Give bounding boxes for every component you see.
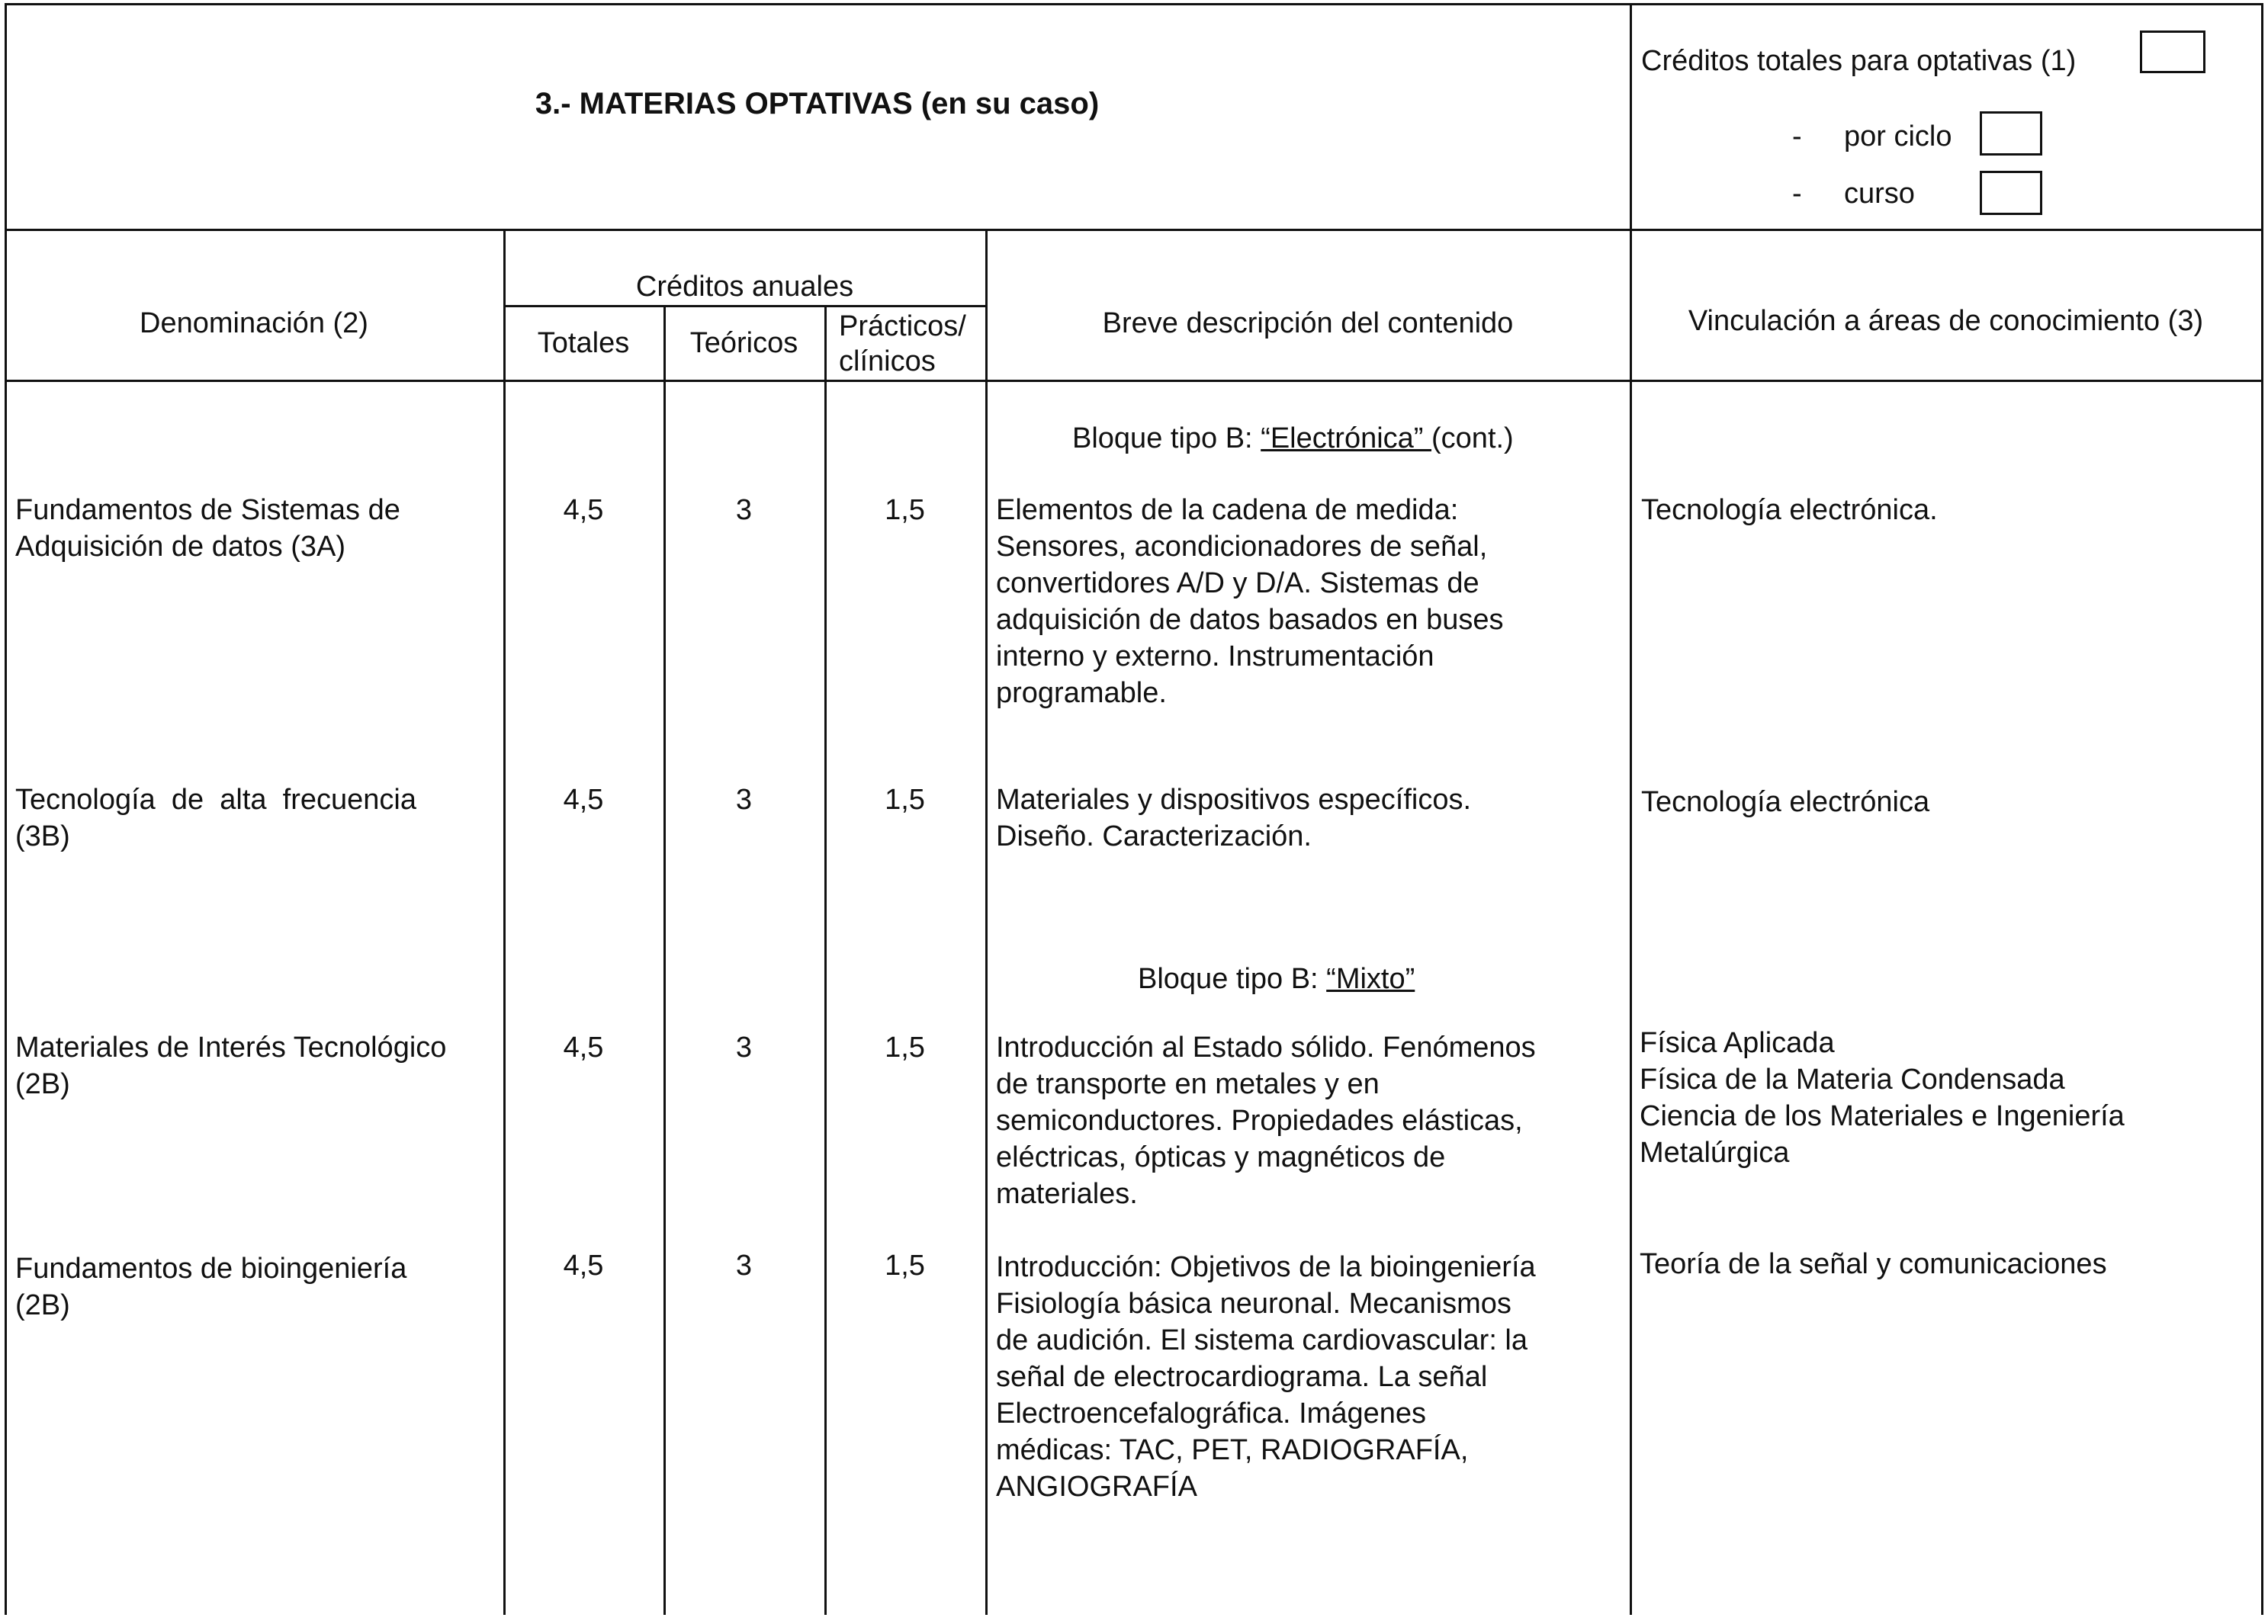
- col-header-theory: Teóricos: [689, 327, 798, 359]
- row-theory: 3: [735, 784, 753, 816]
- row-name-line: Tecnología de alta frecuencia: [15, 784, 417, 816]
- row-description-line: Introducción al Estado sólido. Fenómenos: [996, 1032, 1536, 1064]
- row-description-line: interno y externo. Instrumentación: [996, 640, 1434, 672]
- per-cycle-label: por ciclo: [1844, 120, 1952, 152]
- table-row: [0, 488, 2268, 717]
- row-description-line: ANGIOGRAFÍA: [996, 1471, 1197, 1503]
- col-header-annual-credits: Créditos anuales: [635, 271, 854, 303]
- row-name-line: Fundamentos de Sistemas de: [15, 494, 400, 526]
- per-cycle-box[interactable]: [1980, 111, 2042, 156]
- row-description-line: Fisiología básica neuronal. Mecanismos: [996, 1288, 1511, 1320]
- columns-header-divider: [5, 380, 2263, 382]
- row-totals: 4,5: [563, 494, 604, 526]
- annual-credits-divider: [503, 305, 986, 307]
- row-practical: 1,5: [885, 494, 925, 526]
- row-description-line: materiales.: [996, 1178, 1138, 1210]
- row-practical: 1,5: [885, 784, 925, 816]
- row-description-line: programable.: [996, 677, 1167, 709]
- table-row: [0, 1029, 2268, 1228]
- col-header-practical-line1: Prácticos/: [839, 310, 966, 342]
- row-practical: 1,5: [885, 1032, 925, 1064]
- col-header-name: Denominación (2): [140, 307, 368, 339]
- row-area-line: Física Aplicada: [1640, 1027, 1835, 1059]
- block-prefix: Bloque tipo B:: [1138, 963, 1327, 995]
- row-area-line: Teoría de la señal y comunicaciones: [1640, 1248, 2107, 1280]
- row-area-line: Tecnología electrónica: [1641, 786, 1930, 818]
- col-header-areas: Vinculación a áreas de conocimiento (3): [1688, 305, 2204, 337]
- block-name: “Mixto”: [1326, 963, 1415, 995]
- per-course-box[interactable]: [1980, 171, 2042, 215]
- row-area-line: Ciencia de los Materiales e Ingeniería: [1640, 1100, 2125, 1132]
- block-heading-electronica: [1072, 420, 1514, 457]
- col-header-totals: Totales: [537, 327, 630, 359]
- row-area-line: Física de la Materia Condensada: [1640, 1064, 2065, 1096]
- row-description-line: Sensores, acondicionadores de señal,: [996, 531, 1488, 563]
- row-description-line: Diseño. Caracterización.: [996, 820, 1312, 852]
- row-totals: 4,5: [563, 784, 604, 816]
- row-area-line: Tecnología electrónica.: [1641, 494, 1938, 526]
- total-credits-box[interactable]: [2140, 30, 2205, 73]
- row-name-line: Fundamentos de bioingeniería: [15, 1253, 407, 1285]
- block-prefix: Bloque tipo B:: [1072, 422, 1261, 454]
- row-name-line: (2B): [15, 1068, 70, 1100]
- col-header-practical-line2: clínicos: [839, 345, 936, 377]
- row-name-line: (3B): [15, 820, 70, 852]
- row-description-line: Materiales y dispositivos específicos.: [996, 784, 1472, 816]
- frame-top-border: [5, 3, 2263, 5]
- row-description-line: de transporte en metales y en: [996, 1068, 1380, 1100]
- total-credits-label: Créditos totales para optativas (1): [1641, 45, 2077, 77]
- table-row: [0, 778, 2268, 869]
- per-course-dash: -: [1792, 178, 1802, 210]
- row-name-line: Adquisición de datos (3A): [15, 531, 346, 563]
- row-description-line: médicas: TAC, PET, RADIOGRAFÍA,: [996, 1434, 1469, 1466]
- row-theory: 3: [735, 494, 753, 526]
- row-name-line: (2B): [15, 1289, 70, 1321]
- row-totals: 4,5: [563, 1032, 604, 1064]
- block-heading-mixto: [1138, 961, 1415, 997]
- row-description-line: eléctricas, ópticas y magnéticos de: [996, 1141, 1446, 1173]
- block-name: “Electrónica”: [1261, 422, 1432, 454]
- row-theory: 3: [735, 1250, 753, 1282]
- block-suffix: (cont.): [1431, 422, 1514, 454]
- row-theory: 3: [735, 1032, 753, 1064]
- section-title: 3.- MATERIAS OPTATIVAS (en su caso): [535, 87, 1100, 120]
- row-area-line: Metalúrgica: [1640, 1137, 1790, 1169]
- col-header-description: Breve descripción del contenido: [1102, 307, 1514, 339]
- per-cycle-dash: -: [1792, 120, 1802, 152]
- table-row: [0, 1250, 2268, 1525]
- row-description-line: semiconductores. Propiedades elásticas,: [996, 1105, 1523, 1137]
- row-description-line: adquisición de datos basados en buses: [996, 604, 1504, 636]
- row-description-line: Elementos de la cadena de medida:: [996, 494, 1459, 526]
- row-description-line: señal de electrocardiograma. La señal: [996, 1361, 1488, 1393]
- row-totals: 4,5: [563, 1250, 604, 1282]
- per-course-label: curso: [1844, 178, 1915, 210]
- row-description-line: convertidores A/D y D/A. Sistemas de: [996, 567, 1479, 599]
- header-divider: [5, 229, 2263, 231]
- row-name-line: Materiales de Interés Tecnológico: [15, 1032, 447, 1064]
- row-practical: 1,5: [885, 1250, 925, 1282]
- row-description-line: Electroencefalográfica. Imágenes: [996, 1398, 1426, 1430]
- row-description-line: de audición. El sistema cardiovascular: la: [996, 1324, 1528, 1356]
- row-description-line: Introducción: Objetivos de la bioingeniería: [996, 1251, 1536, 1283]
